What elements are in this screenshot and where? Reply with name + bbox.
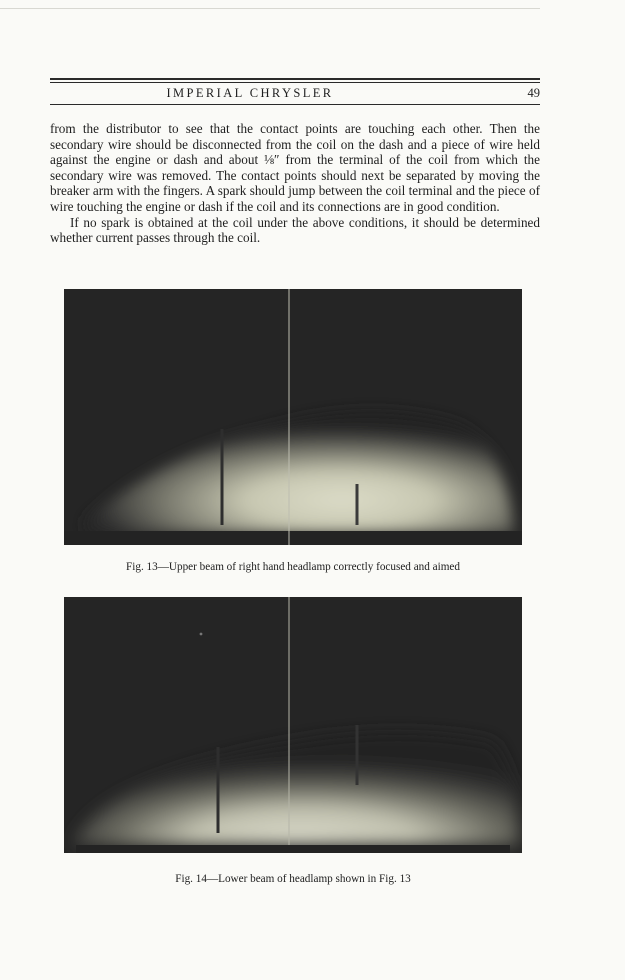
paragraph: from the distributor to see that the contact points are touching each other. Then the secondary wire should be disconnected from the coil on the dash and a piece of wire held against the engine or dash and about ⅛″ from the terminal of the coil from which the secondary wire was removed. The contact points should next be separated by moving the breaker arm with the fingers. A spark should jump between the coil terminal and the piece of wire touching the engine or dash if the coil and its connections are in good condition. [50, 121, 540, 214]
body-text [50, 121, 540, 246]
figure-14-photo [64, 597, 522, 853]
figure-13-photo [64, 289, 522, 545]
header-rule [50, 104, 540, 105]
running-head: IMPERIAL CHRYSLER [166, 86, 334, 100]
page-number: 49 [527, 86, 540, 100]
header-rule [50, 78, 540, 80]
header-rule [50, 82, 540, 83]
figure-13-caption: Fig. 13—Upper beam of right hand headlamp correctly focused and aimed [126, 561, 460, 573]
figure-14-caption: Fig. 14—Lower beam of headlamp shown in Fig. 13 [175, 873, 411, 885]
page-top-edge [0, 8, 540, 9]
paragraph: If no spark is obtained at the coil under the above conditions, it should be determined whether current passes through the coil. [50, 214, 540, 246]
